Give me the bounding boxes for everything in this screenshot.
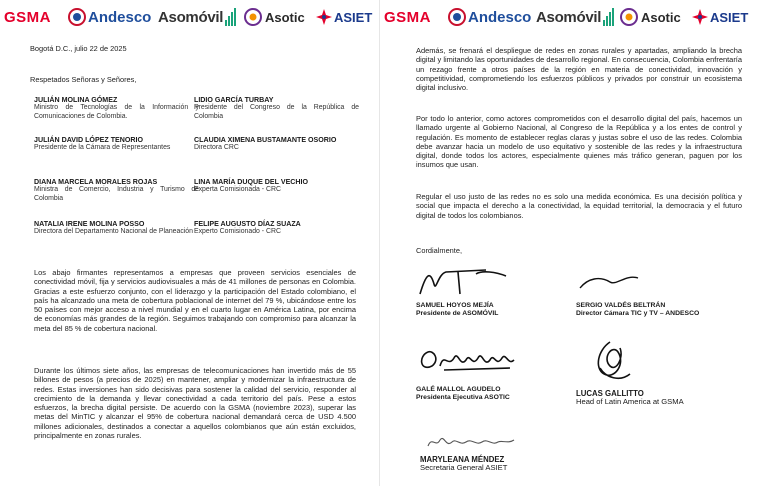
andesco-mark-icon bbox=[448, 8, 466, 26]
asotic-mark-icon bbox=[244, 8, 262, 26]
asiet-star-icon bbox=[692, 9, 708, 25]
signature-samuel-hoyos bbox=[416, 264, 516, 300]
logo-bar bbox=[0, 4, 380, 30]
paragraph: Regular el uso justo de las redes no es solo una medida económica. Es una decisión política y social que impacta el derecho a la conectividad, la equidad territorial, la democracia y el futuro digital de todos los colombianos. bbox=[416, 192, 742, 220]
letter-greeting: Respetados Señoras y Señores, bbox=[30, 75, 137, 84]
paragraph: Además, se frenará el despliegue de redes en zonas rurales y apartadas, ampliando la brecha digital y limitando las oportunidades de desarrollo regional. En consecuencia, Colombia enfrentaría un rezago frente a otros países de la región en materia de conectividad, innovación y competitividad, comprometiendo los esfuerzos públicos y privados por construir un ecosistema digital inclusivo. bbox=[416, 46, 742, 92]
addressee: JULIÁN MOLINA GÓMEZ Ministro de Tecnologías de la Información y Comunicaciones de Colombia. bbox=[34, 96, 199, 120]
addressee: DIANA MARCELA MORALES ROJAS Ministra de Comercio, Industria y Turismo de Colombia bbox=[34, 178, 199, 202]
signature-maryleana-mendez bbox=[426, 432, 516, 452]
addressee: FELIPE AUGUSTO DÍAZ SUAZA Experto Comisionado - CRC bbox=[194, 220, 301, 236]
signatory: MARYLEANA MÉNDEZ Secretaria General ASIET bbox=[420, 455, 508, 473]
signal-bars-icon bbox=[225, 8, 237, 26]
andesco-logo: Andesco bbox=[68, 4, 151, 30]
asiet-logo: ASIET bbox=[316, 4, 372, 30]
paragraph: Los abajo firmantes representamos a empresas que proveen servicios esenciales de conectividad móvil, fija y servicios audiovisuales a más de 41 millones de personas en Colombia. Gracias a este esfuerzo conjunto, con el liderazgo y la participación del Estado colombiano, el país ha alcanzado una meta de cobertura poblacional de internet del 79 %, ubicándose entre los 50 países con mejor acceso a nivel mundial y en el cuarto lugar en América Latina, por encima de economías más grandes de la región. Seguimos trabajando con compromiso para alcanzar la meta del 85 % de cobertura nacional. bbox=[34, 268, 356, 333]
asomovil-logo: Asomóvil bbox=[158, 4, 237, 30]
letter-page-2 bbox=[380, 0, 760, 486]
asiet-logo: ASIET bbox=[692, 4, 748, 30]
addressee: LIDIO GARCÍA TURBAY Presidente del Congreso de la República de Colombia bbox=[194, 96, 359, 120]
addressee: LINA MARÍA DUQUE DEL VECHIO Experta Comisionada - CRC bbox=[194, 178, 309, 194]
signal-bars-icon bbox=[603, 8, 615, 26]
gsma-logo: GSMA bbox=[384, 8, 431, 26]
signature-lucas-gallitto bbox=[580, 338, 640, 386]
asotic-mark-icon bbox=[620, 8, 638, 26]
letter-closing: Cordialmente, bbox=[416, 246, 463, 255]
asiet-star-icon bbox=[316, 9, 332, 25]
asotic-logo: Asotic bbox=[620, 4, 681, 30]
signatory: LUCAS GALLITTO Head of Latin America at GSMA bbox=[576, 389, 684, 407]
andesco-mark-icon bbox=[68, 8, 86, 26]
signature-sergio-valdes bbox=[576, 270, 646, 298]
signatory: GALÉ MALLOL AGUDELO Presidenta Ejecutiva ASOTIC bbox=[416, 386, 510, 402]
signatory: SERGIO VALDÉS BELTRÁN Director Cámara TIC y TV – ANDESCO bbox=[576, 302, 700, 318]
addressee: NATALIA IRENE MOLINA POSSO Directora del Departamento Nacional de Planeación bbox=[34, 220, 193, 236]
asotic-logo: Asotic bbox=[244, 4, 305, 30]
logo-bar bbox=[380, 4, 760, 30]
addressee: JULIÁN DAVID LÓPEZ TENORIO Presidente de la Cámara de Representantes bbox=[34, 136, 171, 152]
andesco-logo: Andesco bbox=[448, 4, 531, 30]
addressee: CLAUDIA XIMENA BUSTAMANTE OSORIO Directora CRC bbox=[194, 136, 337, 152]
paragraph: Por todo lo anterior, como actores comprometidos con el desarrollo digital del país, hacemos un llamado urgente al Gobierno Nacional, al Congreso de la República y a los entes de control y regulación. Es momento de establecer reglas claras y justas sobre el uso de las redes. Colombia debe avanzar hacia un modelo de uso equitativo y sostenible de las redes y la infraestructura digital, donde todos los actores, especialmente quienes más tráfico generan, paguen por los insumos que usan. bbox=[416, 114, 742, 170]
gsma-logo: GSMA bbox=[4, 8, 51, 26]
paragraph: Durante los últimos siete años, las empresas de telecomunicaciones han invertido más de 55 billones de pesos (a precios de 2025) en mantener, ampliar y modernizar la infraestructura de redes. Estas inversiones han sido decisivas para sostener la calidad del servicio, responder al crecimiento de la demanda y llevar conectividad a cada territorio del país. Pese a estos esfuerzos, la brecha digital persiste. De acuerdo con la GSMA (noviembre 2023), superar las metas del MinTIC y alcanzar el 95% de cobertura nacional demandará cerca de USD 4.500 millones adicionales, destinados a conectar a aquellos colombianos que aún están excluidos, principalmente en zonas rurales. bbox=[34, 366, 356, 440]
letter-date: Bogotá D.C., julio 22 de 2025 bbox=[30, 44, 127, 53]
signature-gale-mallol bbox=[414, 338, 524, 378]
signatory: SAMUEL HOYOS MEJÍA Presidente de ASOMÓVIL bbox=[416, 302, 499, 318]
asomovil-logo: Asomóvil bbox=[536, 4, 615, 30]
